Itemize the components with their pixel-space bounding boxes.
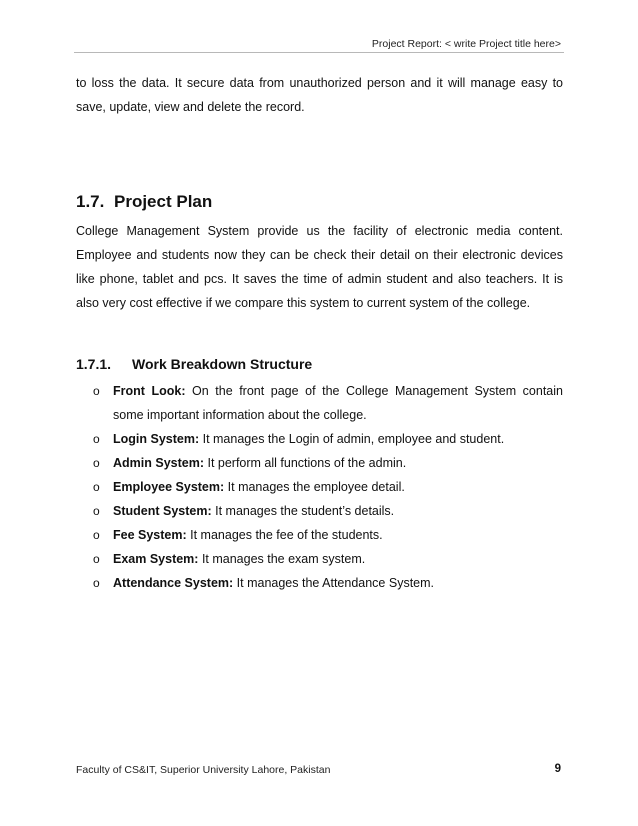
item-term: Attendance System: <box>113 576 234 590</box>
page-number: 9 <box>554 763 561 775</box>
page-header: Project Report: < write Project title here> <box>371 38 561 50</box>
bullet-icon: o <box>93 528 100 542</box>
item-term: Student System: <box>113 504 212 518</box>
item-text: It perform all functions of the admin. <box>204 456 407 470</box>
list-item <box>76 571 563 595</box>
list-item <box>76 547 563 571</box>
section-number: 1.7. <box>76 192 105 211</box>
item-text: It manages the Login of admin, employee and student. <box>199 432 505 446</box>
bullet-icon: o <box>93 552 100 566</box>
section-heading <box>76 191 563 213</box>
list-item <box>76 475 563 499</box>
intro-paragraph: to loss the data. It secure data from unauthorized person and it will manage easy to save, update, view and delete the record. <box>76 76 563 114</box>
list-item <box>76 379 563 427</box>
item-term: Employee System: <box>113 480 225 494</box>
item-text: It manages the student’s details. <box>211 504 395 518</box>
item-term: Fee System: <box>113 528 187 542</box>
page-footer: Faculty of CS&IT, Superior University Lahore, Pakistan <box>76 764 331 776</box>
item-term: Exam System: <box>113 552 199 566</box>
item-text: It manages the Attendance System. <box>233 576 434 590</box>
bullet-icon: o <box>93 480 100 494</box>
item-term: Admin System: <box>113 456 204 470</box>
header-divider <box>74 52 564 53</box>
item-text: On the front page of the College Management System contain some important information about the college. <box>113 384 563 422</box>
list-item <box>76 451 563 475</box>
bullet-icon: o <box>93 384 100 398</box>
bullet-icon: o <box>93 456 100 470</box>
item-text: It manages the fee of the students. <box>186 528 383 542</box>
subsection-heading <box>76 353 563 375</box>
item-term: Front Look: <box>113 384 186 398</box>
subsection-title: Work Breakdown Structure <box>132 356 313 372</box>
list-item <box>76 427 563 451</box>
bullet-icon: o <box>93 432 100 446</box>
list-item <box>76 499 563 523</box>
bullet-icon: o <box>93 576 100 590</box>
item-text: It manages the employee detail. <box>224 480 405 494</box>
work-breakdown-list <box>76 379 563 595</box>
subsection-number: 1.7.1. <box>76 356 112 372</box>
page-content <box>76 71 563 595</box>
section-title: Project Plan <box>114 192 213 211</box>
bullet-icon: o <box>93 504 100 518</box>
item-term: Login System: <box>113 432 200 446</box>
list-item <box>76 523 563 547</box>
section-paragraph: College Management System provide us the facility of electronic media content. Employee and students now they can be check their detail on their electronic devices like phone, tablet and pcs. It saves the time of admin student and also teachers. It is also very cost effective if we compare this system to current system of the college. <box>76 224 563 310</box>
item-text: It manages the exam system. <box>198 552 366 566</box>
